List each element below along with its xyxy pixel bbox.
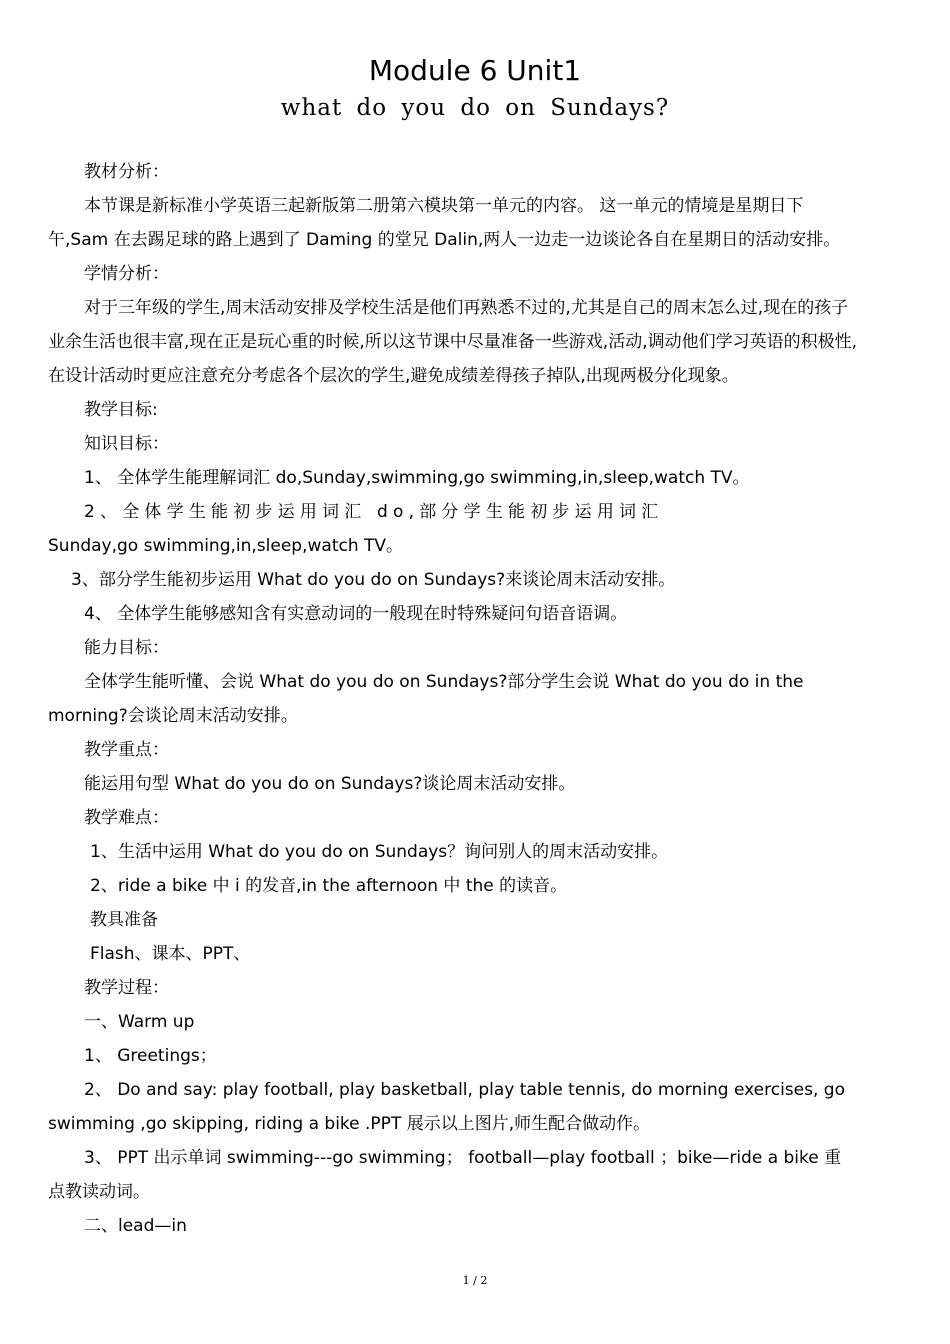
list-item: 2、ride a bike 中 i 的发音,in the afternoon 中 the 的读音。	[90, 876, 568, 896]
section-heading: 教学过程：	[84, 978, 169, 998]
paragraph-line: morning?会谈论周末活动安排。	[48, 706, 298, 726]
paragraph-line: 本节课是新标准小学英语三起新版第二册第六模块第一单元的内容。 这一单元的情境是星期日下	[84, 196, 804, 216]
section-heading: 教学目标:	[84, 400, 158, 420]
section-heading: 教学难点：	[84, 808, 169, 828]
paragraph-line: 全体学生能听懂、会说 What do you do on Sundays?部分学生会说 What do you do in the	[84, 672, 804, 692]
list-item: 2、全体学生能初步运用词汇 do,部分学生能初步运用词汇	[84, 502, 664, 522]
list-item-continuation: 点教读动词。	[48, 1182, 150, 1202]
section-heading: 教学重点：	[84, 740, 169, 760]
list-item-continuation: Sunday,go swimming,in,sleep,watch TV。	[48, 536, 404, 556]
section-heading: 一、Warm up	[84, 1012, 195, 1032]
list-item: 1、 全体学生能理解词汇 do,Sunday,swimming,go swimming,in,sleep,watch TV。	[84, 468, 750, 488]
list-item: 1、 Greetings；	[84, 1046, 217, 1066]
list-item: 2、 Do and say: play football, play basketball, play table tennis, do morning exercises, go	[84, 1080, 845, 1100]
document-subtitle: what do you do on Sundays?	[280, 95, 670, 121]
list-item: 3、 PPT 出示单词 swimming---go swimming； football—play football ；bike—ride a bike 重	[84, 1148, 842, 1168]
section-heading: 能力目标：	[84, 638, 169, 658]
page-number: 1 / 2	[462, 1274, 488, 1287]
section-heading: 教具准备	[90, 910, 158, 930]
list-item: 4、 全体学生能够感知含有实意动词的一般现在时特殊疑问句语音语调。	[84, 604, 628, 624]
paragraph-line: Flash、课本、PPT、	[90, 944, 251, 964]
section-heading: 学情分析：	[84, 264, 169, 284]
list-item-continuation: swimming ,go skipping, riding a bike .PPT 展示以上图片,师生配合做动作。	[48, 1114, 651, 1134]
paragraph-line: 能运用句型 What do you do on Sundays?谈论周末活动安排。	[84, 774, 576, 794]
section-heading: 教材分析：	[84, 162, 169, 182]
section-heading: 二、lead—in	[84, 1216, 187, 1236]
document-title: Module 6 Unit1	[368, 54, 582, 87]
list-item: 3、部分学生能初步运用 What do you do on Sundays?来谈论周末活动安排。	[71, 570, 676, 590]
paragraph-line: 午,Sam 在去踢足球的路上遇到了 Daming 的堂兄 Dalin,两人一边走一边谈论各自在星期日的活动安排。	[48, 230, 841, 250]
paragraph-line: 在设计活动时更应注意充分考虑各个层次的学生,避免成绩差得孩子掉队,出现两极分化现象。	[48, 366, 739, 386]
paragraph-line: 业余生活也很丰富,现在正是玩心重的时候,所以这节课中尽量准备一些游戏,活动,调动他们学习英语的积极性,	[48, 332, 858, 352]
list-item: 1、生活中运用 What do you do on Sundays？询问别人的周末活动安排。	[90, 842, 669, 862]
paragraph-line: 对于三年级的学生,周末活动安排及学校生活是他们再熟悉不过的,尤其是自己的周末怎么过,现在的孩子	[84, 298, 849, 318]
section-heading: 知识目标：	[84, 434, 169, 454]
